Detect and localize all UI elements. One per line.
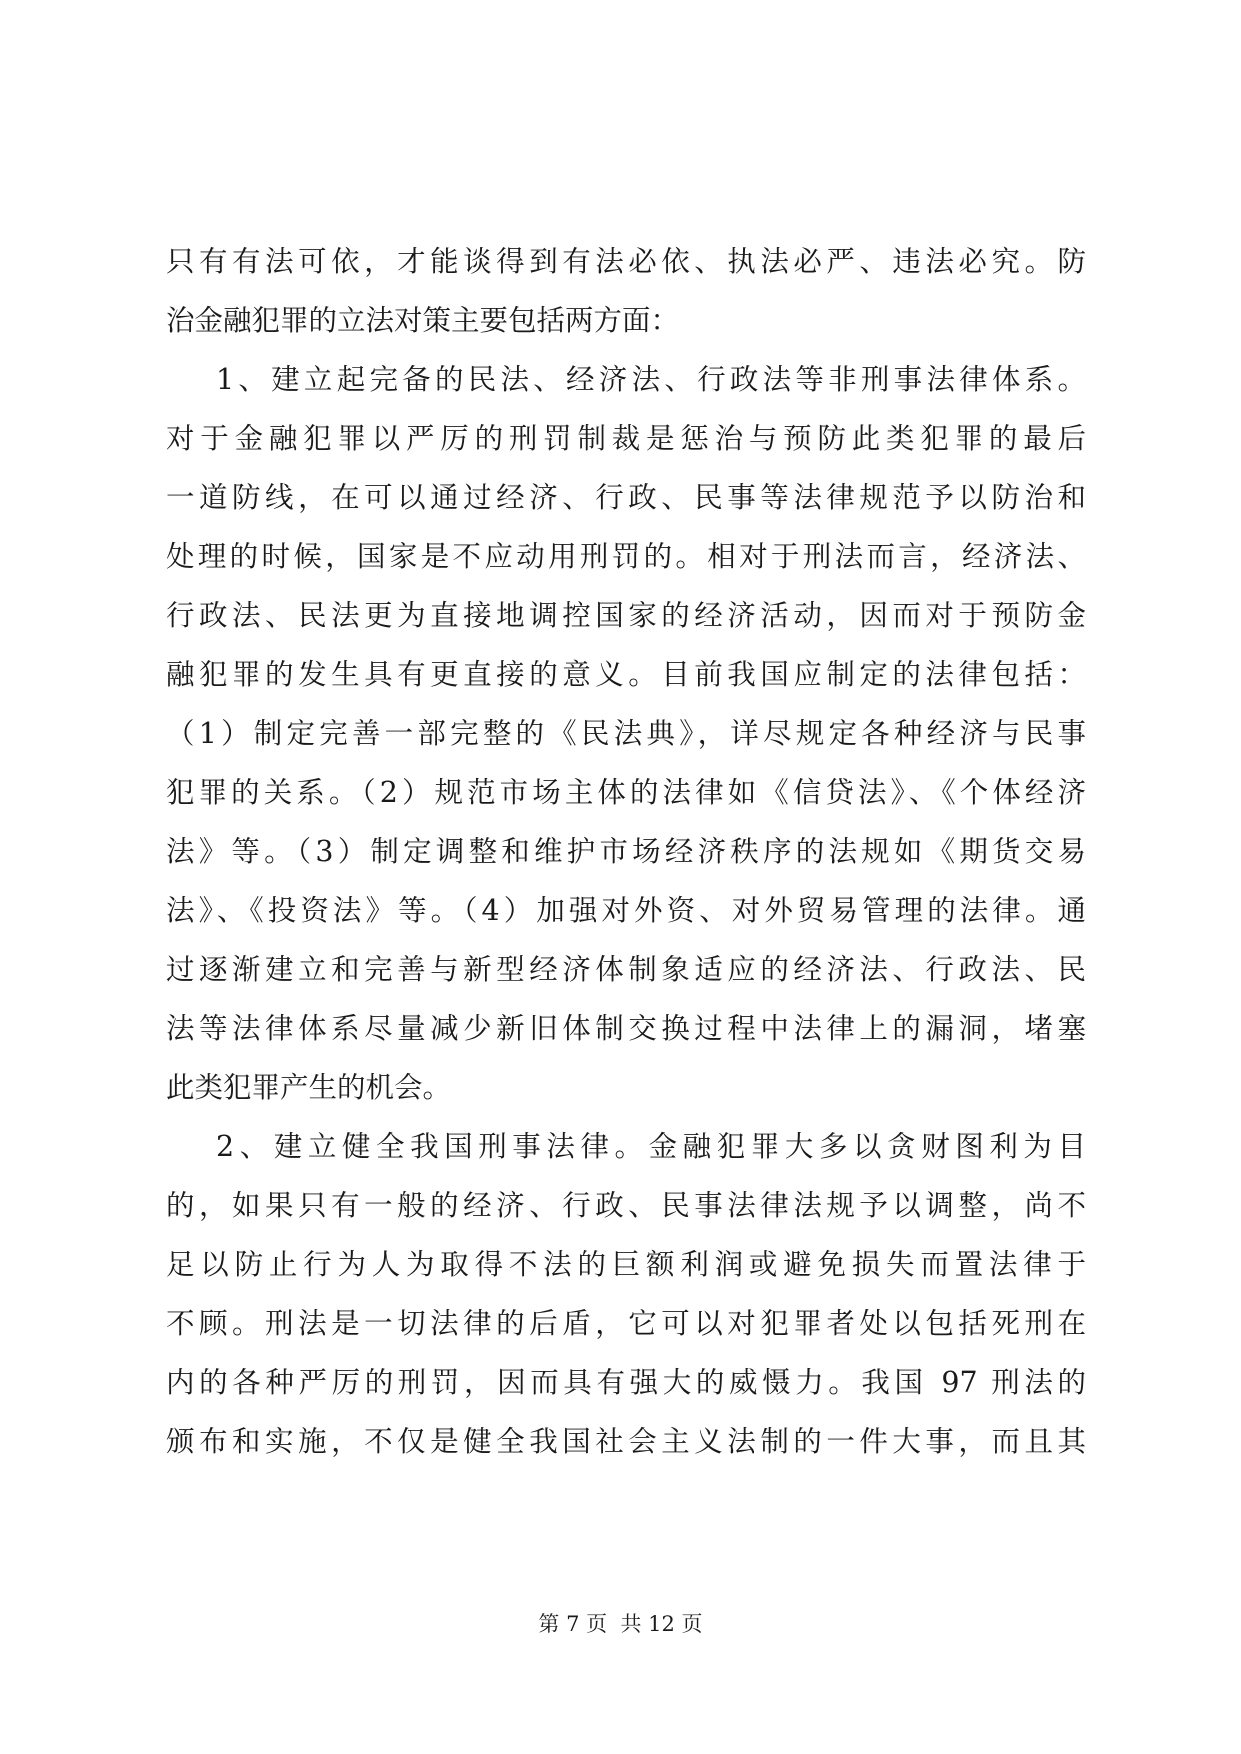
- text-line: 对于金融犯罪以严厉的刑罚制裁是惩治与预防此类犯罪的最后: [166, 422, 1086, 455]
- text-line: 法等法律体系尽量减少新旧体制交换过程中法律上的漏洞，堵塞: [166, 1012, 1086, 1045]
- text-line: 足以防止行为人为取得不法的巨额利润或避免损失而置法律于: [166, 1248, 1086, 1281]
- text-line: 法》、《投资法》等。（4）加强对外资、对外贸易管理的法律。通: [166, 894, 1086, 927]
- text-line: 融犯罪的发生具有更直接的意义。目前我国应制定的法律包括：: [166, 658, 1086, 691]
- page-footer: [0, 1610, 1241, 1638]
- text-line: 不顾。刑法是一切法律的后盾，它可以对犯罪者处以包括死刑在: [166, 1307, 1086, 1340]
- text-line: 只有有法可依，才能谈得到有法必依、执法必严、违法必究。防: [166, 245, 1086, 278]
- page-number-label: 第 7 页 共 12 页: [538, 1612, 703, 1636]
- text-line: 行政法、民法更为直接地调控国家的经济活动，因而对于预防金: [166, 599, 1086, 632]
- text-line: 过逐渐建立和完善与新型经济体制象适应的经济法、行政法、民: [166, 953, 1086, 986]
- text-line: 的，如果只有一般的经济、行政、民事法律法规予以调整，尚不: [166, 1189, 1086, 1222]
- text-line: 2、建立健全我国刑事法律。金融犯罪大多以贪财图利为目: [216, 1130, 1086, 1163]
- text-line: 1、建立起完备的民法、经济法、行政法等非刑事法律体系。: [216, 363, 1086, 396]
- text-line: 处理的时候，国家是不应动用刑罚的。相对于刑法而言，经济法、: [166, 540, 1086, 573]
- text-line: 法》等。（3）制定调整和维护市场经济秩序的法规如《期货交易: [166, 835, 1086, 868]
- text-line: 内的各种严厉的刑罚，因而具有强大的威慑力。我国 97 刑法的: [166, 1366, 1086, 1399]
- document-body: [166, 232, 1086, 1471]
- text-line: 一道防线，在可以通过经济、行政、民事等法律规范予以防治和: [166, 481, 1086, 514]
- text-line: 犯罪的关系。（2）规范市场主体的法律如《信贷法》、《个体经济: [166, 776, 1086, 809]
- text-line: 治金融犯罪的立法对策主要包括两方面：: [166, 304, 680, 337]
- text-line: 此类犯罪产生的机会。: [166, 1071, 452, 1104]
- text-line: （1）制定完善一部完整的《民法典》，详尽规定各种经济与民事: [166, 717, 1086, 750]
- text-line: 颁布和实施，不仅是健全我国社会主义法制的一件大事，而且其: [166, 1425, 1086, 1458]
